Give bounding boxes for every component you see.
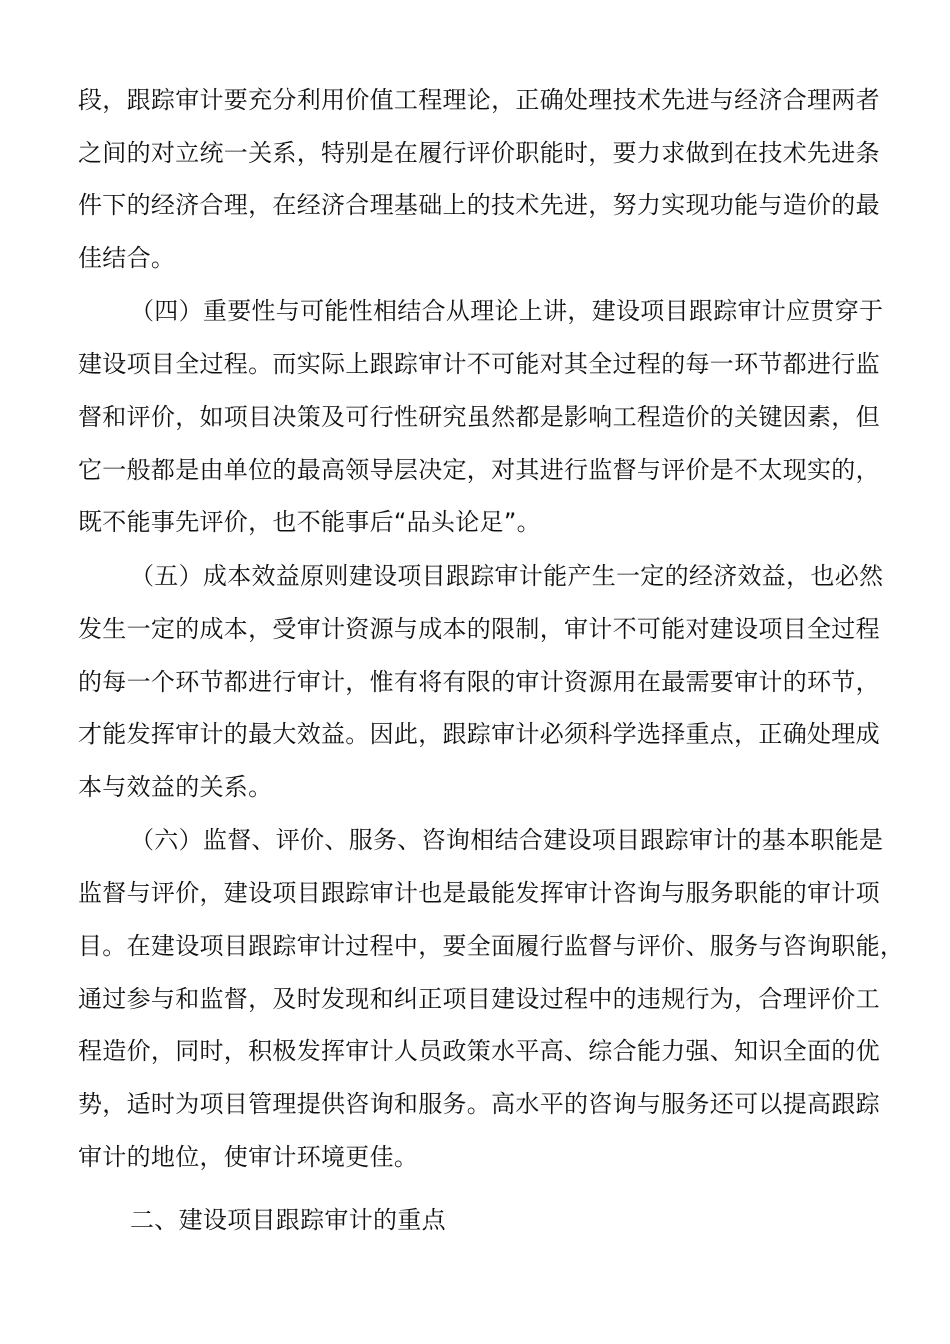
text-line: 段，跟踪审计要充分利用价值工程理论，正确处理技术先进与经济合理两者 — [78, 86, 880, 114]
text-line: 佳结合。 — [78, 244, 176, 272]
text-line: 本与效益的关系。 — [78, 773, 273, 801]
section-heading: 二、建设项目跟踪审计的重点 — [130, 1206, 446, 1234]
text-line: 监督与评价，建设项目跟踪审计也是最能发挥审计咨询与服务职能的审计项 — [78, 879, 880, 907]
text-line: 建设项目全过程。而实际上跟踪审计不可能对其全过程的每一环节都进行监 — [78, 350, 880, 378]
text-line: 审计的地位，使审计环境更佳。 — [78, 1143, 419, 1171]
text-line: 发生一定的成本，受审计资源与成本的限制，审计不可能对建设项目全过程 — [78, 615, 880, 643]
text-line: （五）成本效益原则建设项目跟踪审计能产生一定的经济效益，也必然 — [130, 562, 884, 590]
text-line: 通过参与和监督，及时发现和纠正项目建设过程中的违规行为，合理评价工 — [78, 985, 880, 1013]
text-line: 势，适时为项目管理提供咨询和服务。高水平的咨询与服务还可以提高跟踪 — [78, 1090, 880, 1118]
text-line: 督和评价，如项目决策及可行性研究虽然都是影响工程造价的关键因素，但 — [78, 403, 880, 431]
text-line: 的每一个环节都进行审计，惟有将有限的审计资源用在最需要审计的环节， — [78, 668, 880, 696]
text-line: 之间的对立统一关系，特别是在履行评价职能时，要力求做到在技术先进条 — [78, 139, 880, 167]
text-line: 件下的经济合理，在经济合理基础上的技术先进，努力实现功能与造价的最 — [78, 191, 880, 219]
text-line: 它一般都是由单位的最高领导层决定，对其进行监督与评价是不太现实的， — [78, 456, 880, 484]
text-line: 既不能事先评价，也不能事后“品头论足”。 — [78, 508, 541, 536]
text-line: （六）监督、评价、服务、咨询相结合建设项目跟踪审计的基本职能是 — [130, 826, 884, 854]
text-line: （四）重要性与可能性相结合从理论上讲，建设项目跟踪审计应贯穿于 — [130, 297, 884, 325]
text-line: 才能发挥审计的最大效益。因此，跟踪审计必须科学选择重点，正确处理成 — [78, 720, 880, 748]
text-line: 程造价，同时，积极发挥审计人员政策水平高、综合能力强、知识全面的优 — [78, 1037, 880, 1065]
text-line: 目。在建设项目跟踪审计过程中，要全面履行监督与评价、服务与咨询职能， — [78, 932, 905, 960]
